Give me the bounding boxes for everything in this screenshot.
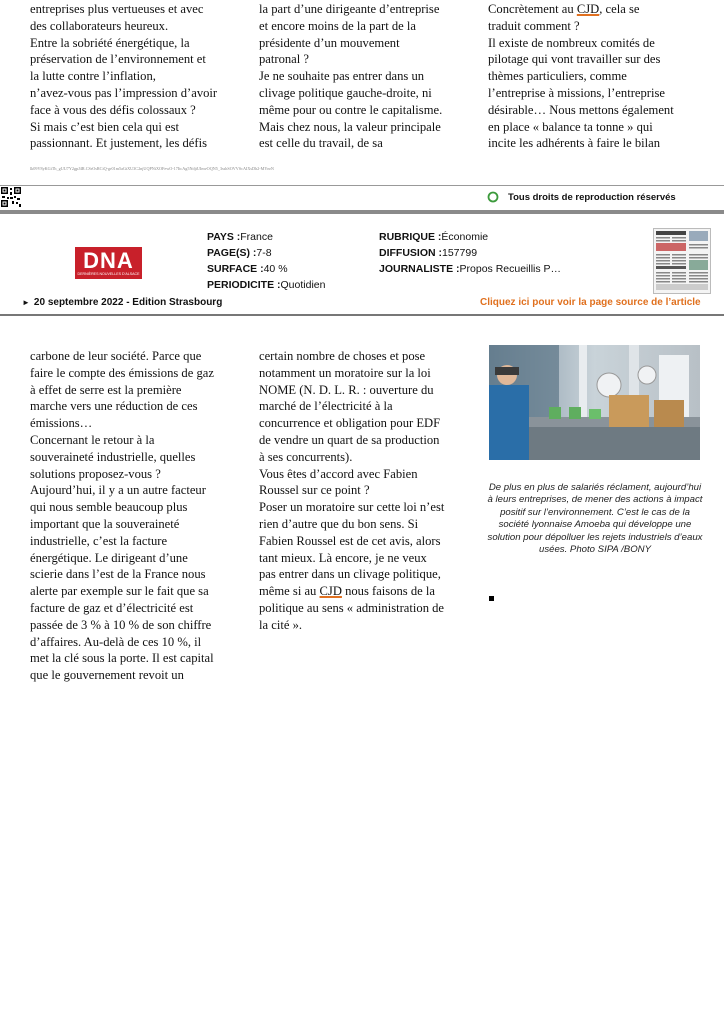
meta-surface: SURFACE :40 % [207,263,288,275]
header-divider [0,314,724,316]
top-column-1-text: entreprises plus vertueuses et avec des collaborateurs heureux. Entre la sobriété énergétique, la préservation de l’environnement et la lutte contre l’inflation, n’avez-vous pas l’impression d’avoir face à vous des défis colossaux ? Si mais c’est bien cela qui est passionnant. Et justement, les défis [30,2,218,151]
qr-code-icon [0,186,22,208]
dna-logo-subtitle: DERNIÈRES NOUVELLES D'ALSACE [77,271,140,276]
top-column-2-text: la part d’une dirigeante d’entreprise et encore moins de la part de la présidente d’un mouvement patronal ? Je ne souhaite pas entrer dans un clivage politique gauche-droite, ni même pour ou contre le capitalisme. Mais chez nous, la valeur principale est celle du travail, de sa [259,2,443,151]
top-column-1 [30,1,245,152]
meta-right [379,229,561,277]
meta-pages: PAGE(S) :7-8 [207,247,272,259]
bottom-column-2-text: certain nombre de choses et pose notamment un moratoire sur la loi NOME (N. D. L. R. : ouverture du marché de l’électricité à la concurrence et obligation pour EDF de vendre un quart de sa production à ses concurrents). Vous êtes d’accord avec Fabien Roussel sur ce point ? Poser un moratoire sur cette loi n’est rien d’autre que du bon sens. Si Fabien Roussel est de cet avis, alors tant mieux. Là encore, je ne veux pas entrer dans un clivage politique, même si au CJD nous faisons de la politique au sens « administration de la cité ». [259,349,445,632]
rights-notice [486,189,676,205]
end-marker [489,596,494,601]
dna-logo [75,247,142,279]
meta-left [207,229,325,293]
dna-logo-text: DNA [83,247,134,273]
bottom-column-1 [30,348,245,684]
meta-pays: PAYS :France [207,231,273,243]
edition-date: ► 20 septembre 2022 - Edition Strasbourg [22,297,223,308]
article-photo [489,345,700,460]
bullet-arrow-icon: ► [22,298,30,307]
top-column-2 [259,1,474,152]
document-hash: lk09V8yKGiTh_gUU7Y2gpJ4R.CSrOsRCiQ-gr01m5aGtXU3C2njUQPNiXOFewO-17ItcAg5NdjiUImvOQN5_3sshSOVVScAIXsDh2-MYnrN [30,166,274,171]
cjd-highlight: CJD [576,2,600,16]
bottom-column-2 [259,348,474,634]
meta-diffusion: DIFFUSION :157799 [379,247,478,259]
meta-rubrique: RUBRIQUE :Économie [379,231,489,243]
photo-caption: De plus en plus de salariés réclament, aujourd’hui à leurs entreprises, de mener des actions à impact positif sur l’environnement. C’est le cas de la société lyonnaise Amoeba qui développe une solution pour dépolluer les rejets industriels d’eaux usées. Photo SIPA /BONY [487,482,703,556]
meta-periodicite: PERIODICITE :Quotidien [207,279,326,291]
source-page-link[interactable]: Cliquez ici pour voir la page source de l’article [480,297,701,308]
top-column-3-text: Concrètement au CJD, cela se traduit comment ? Il existe de nombreux comités de pilotage qui vont travailler sur des thèmes particuliers, comme l’entreprise à missions, l’entreprise désirable… Nous mettons également en place « balance ta tonne » qui incite les adhérents à faire le bilan [488,2,674,151]
rights-text: Tous droits de reproduction réservés [508,191,676,203]
top-column-3 [488,1,713,152]
circle-icon [486,190,500,204]
bottom-column-1-text: carbone de leur société. Parce que faire le compte des émissions de gaz à effet de serre est la première marche vers une réduction de ces émissions… Concernant le retour à la souveraineté industrielle, quelles solutions proposez-vous ? Aujourd’hui, il y a un autre facteur qui nous semble beaucoup plus important que la souveraineté industrielle, c’est la facture énergétique. Le dirigeant d’une scierie dans l’est de la France nous alerte par exemple sur le fait que sa facture de gaz et d’électricité est passée de 3 % à 10 % de son chiffre d’affaires. Au-delà de ces 10 %, il met la clé sous la porte. Il est capital que le gouvernement revoit un [30,349,214,683]
meta-journaliste: JOURNALISTE :Propos Recueillis P… [379,263,562,275]
rights-divider-bottom [0,210,724,214]
rights-divider-top [0,185,724,186]
page-thumbnail[interactable] [653,228,711,294]
cjd-highlight: CJD [319,584,342,599]
